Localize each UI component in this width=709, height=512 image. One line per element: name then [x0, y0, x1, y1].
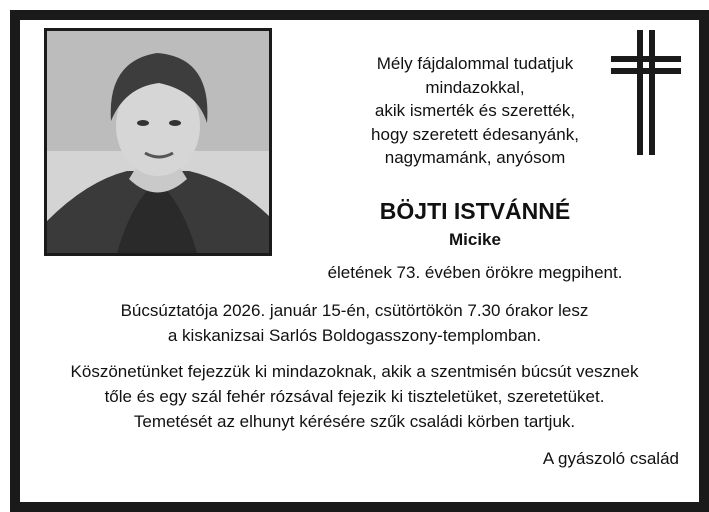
announcement-intro [330, 52, 620, 170]
thanks-paragraph [20, 359, 689, 434]
deceased-nickname: Micike [449, 230, 501, 249]
age-line: életének 73. évében örökre megpihent. [327, 263, 623, 282]
thanks-line: Temetését az elhunyt kérésére szűk családi körben tartjuk. [133, 412, 576, 431]
funeral-line: Búcsúztatója 2026. január 15-én, csütörtökön 7.30 órakor lesz [120, 301, 589, 320]
intro-line: akik ismerték és szerették, [374, 101, 576, 120]
intro-line: nagymamánk, anyósom [384, 148, 566, 167]
intro-line: hogy szeretett édesanyánk, [371, 124, 579, 144]
cross-icon [611, 30, 681, 155]
thanks-line: tőle és egy szál fehér rózsával fejezik ki tiszteletüket, szeretetüket. [104, 387, 605, 406]
funeral-line: a kiskanizsai Sarlós Boldogasszony-templomban. [167, 326, 542, 345]
intro-line: Mély fájdalommal tudatjuk [376, 54, 574, 73]
intro-line: mindazokkal, [425, 77, 525, 97]
portrait-photo [44, 28, 272, 256]
signature: A gyászoló család [542, 449, 679, 468]
funeral-details [40, 298, 669, 348]
thanks-line: Köszönetünket fejezzük ki mindazoknak, akik a szentmisén búcsút vesznek [70, 362, 639, 381]
deceased-name: BÖJTI ISTVÁNNÉ [379, 198, 571, 224]
